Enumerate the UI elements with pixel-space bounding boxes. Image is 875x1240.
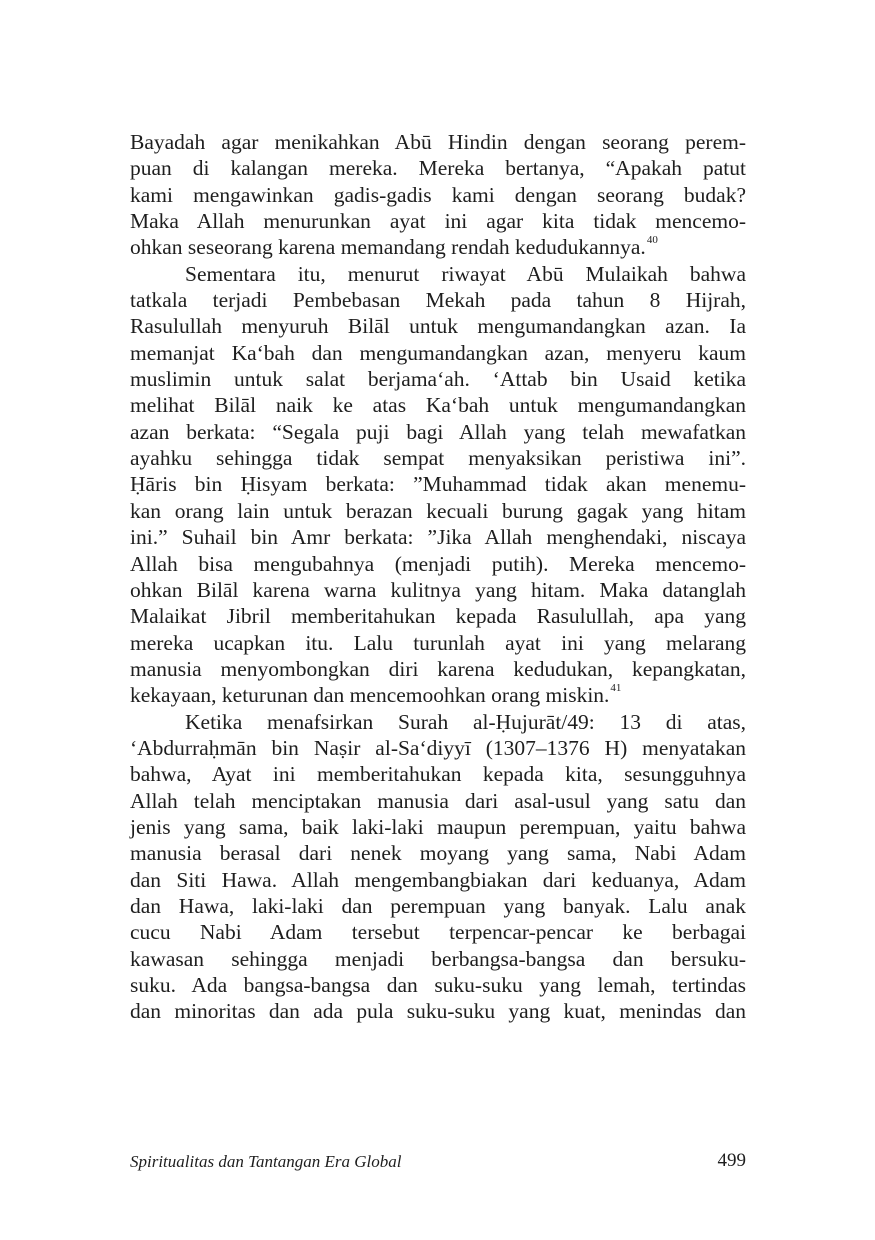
body-text [130,129,746,1025]
paragraph-start-line: Sementara itu, menurut riwayat Abū Mulaikah bahwa [185,261,746,286]
text-line: cucu Nabi Adam tersebut terpencar-pencar ke berbagai [130,920,746,945]
text-line: Rasulullah menyuruh Bilāl untuk mengumandangkan azan. Ia [130,314,746,339]
footnote-ref-41[interactable]: 41 [610,682,622,695]
text-line: bahwa, Ayat ini memberitahukan kepada kita, sesungguhnya [130,762,746,787]
text-line: manusia berasal dari nenek moyang yang sama, Nabi Adam [130,841,746,866]
running-footer-title: Spiritualitas dan Tantangan Era Global [130,1152,402,1171]
text-line: dan Hawa, laki-laki dan perempuan yang banyak. Lalu anak [130,893,746,918]
text-line: muslimin untuk salat berjama‘ah. ‘Attab bin Usaid ketika [130,367,746,392]
text-line: kami mengawinkan gadis-gadis kami dengan seorang budak? [130,182,746,207]
paragraph-start-line: Ketika menafsirkan Surah al-Ḥujurāt/49: 13 di atas, [185,709,746,734]
page-footer [130,1152,746,1176]
text-line: Ḥāris bin Ḥisyam berkata: ”Muhammad tidak akan menemu- [130,472,746,497]
text-line: Allah telah menciptakan manusia dari asal-usul yang satu dan [130,788,746,813]
text-line: ini.” Suhail bin Amr berkata: ”Jika Allah menghendaki, niscaya [130,525,746,550]
text-line: kan orang lain untuk berazan kecuali burung gagak yang hitam [130,498,746,523]
footnote-ref-40[interactable]: 40 [646,234,658,247]
text-line: kekayaan, keturunan dan mencemoohkan orang miskin. [130,683,610,708]
text-line: azan berkata: “Segala puji bagi Allah yang telah mewafatkan [130,419,746,444]
text-line: Allah bisa mengubahnya (menjadi putih). Mereka mencemo- [130,551,746,576]
text-line: ayahku sehingga tidak sempat menyaksikan peristiwa ini”. [130,446,746,471]
text-line: suku. Ada bangsa-bangsa dan suku-suku yang lemah, tertindas [130,973,746,997]
text-line: Bayadah agar menikahkan Abū Hindin dengan seorang perem- [130,130,746,154]
text-line: mereka ucapkan itu. Lalu turunlah ayat ini yang melarang [130,630,746,655]
text-line: ohkan Bilāl karena warna kulitnya yang hitam. Maka datanglah [130,577,746,602]
text-line: ohkan seseorang karena memandang rendah kedudukannya. [130,235,646,260]
text-line: Maka Allah menurunkan ayat ini agar kita tidak mencemo- [130,209,746,234]
text-line: puan di kalangan mereka. Mereka bertanya, “Apakah patut [130,156,746,181]
text-line-with-footnote [130,682,746,708]
text-line: Malaikat Jibril memberitahukan kepada Rasulullah, apa yang [130,604,746,629]
page-number: 499 [717,1150,746,1171]
text-line-with-footnote [130,234,746,260]
text-line: dan minoritas dan ada pula suku-suku yang kuat, menindas dan [130,999,746,1024]
text-line: manusia menyombongkan diri karena kedudukan, kepangkatan, [130,656,746,681]
text-line: tatkala terjadi Pembebasan Mekah pada tahun 8 Hijrah, [130,288,746,313]
text-line: dan Siti Hawa. Allah mengembangbiakan dari keduanya, Adam [130,867,746,892]
text-line: melihat Bilāl naik ke atas Ka‘bah untuk mengumandangkan [130,393,746,418]
text-line: jenis yang sama, baik laki-laki maupun perempuan, yaitu bahwa [130,814,746,839]
text-line: kawasan sehingga menjadi berbangsa-bangsa dan bersuku- [130,946,746,971]
text-line: memanjat Ka‘bah dan mengumandangkan azan, menyeru kaum [130,340,746,365]
text-line: ‘Abdurraḥmān bin Naṣir al-Sa‘diyyī (1307–1376 H) menyatakan [130,735,746,760]
